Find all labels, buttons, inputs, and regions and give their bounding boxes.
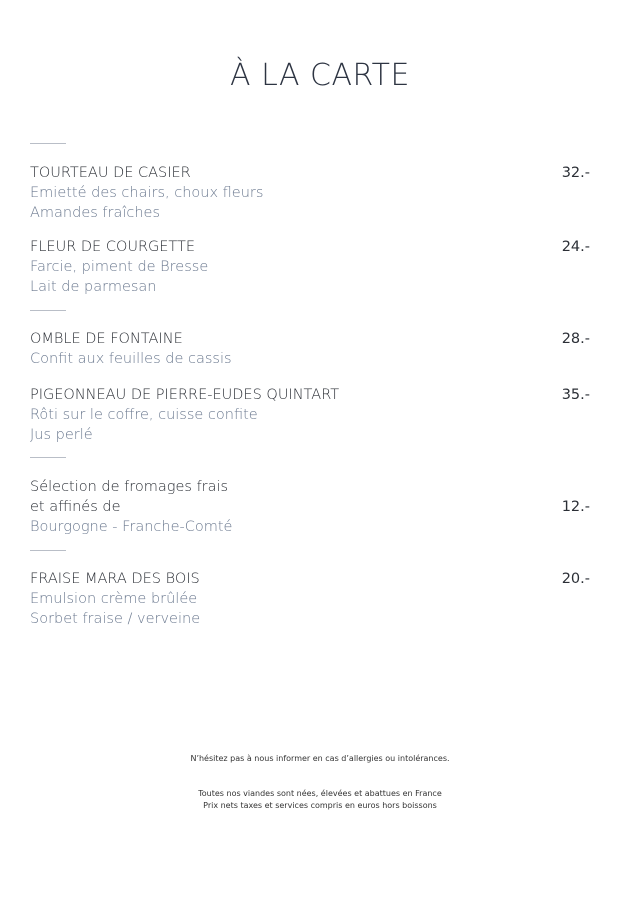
item-desc: Jus perlé (30, 427, 93, 443)
item-price: 24.- (561, 239, 590, 255)
prices-note: Prix nets taxes et services compris en euros hors boissons (203, 801, 437, 810)
item-price: 32.- (561, 165, 590, 181)
menu-item (30, 385, 590, 445)
menu-item (30, 329, 590, 369)
item-name: FLEUR DE COURGETTE (30, 239, 196, 255)
divider (30, 310, 66, 311)
item-desc: Bourgogne - Franche-Comté (30, 519, 233, 535)
divider (30, 143, 66, 144)
item-desc: Confit aux feuilles de cassis (30, 351, 232, 367)
item-name: PIGEONNEAU DE PIERRE-EUDES QUINTART (30, 387, 340, 403)
item-name: OMBLE DE FONTAINE (30, 331, 183, 347)
item-price: 35.- (561, 387, 590, 403)
menu-item (30, 569, 590, 629)
item-desc: Emulsion crème brûlée (30, 591, 198, 607)
menu-item (30, 477, 590, 537)
item-desc: Rôti sur le coffre, cuisse confite (30, 407, 258, 423)
item-price: 20.- (561, 571, 590, 587)
item-price: 12.- (561, 499, 590, 515)
menu-item (30, 237, 590, 297)
item-name: FRAISE MARA DES BOIS (30, 571, 200, 587)
item-name-cont: et affinés de (30, 499, 121, 515)
item-name: TOURTEAU DE CASIER (30, 165, 191, 181)
item-desc: Sorbet fraise / verveine (30, 611, 201, 627)
origin-note: Toutes nos viandes sont nées, élevées et abattues en France (198, 789, 442, 798)
item-name: Sélection de fromages frais (30, 479, 229, 495)
item-desc: Farcie, piment de Bresse (30, 259, 209, 275)
divider (30, 457, 66, 458)
item-desc: Emietté des chairs, choux fleurs (30, 185, 264, 201)
menu-item (30, 163, 590, 223)
item-price: 28.- (561, 331, 590, 347)
page-title: À LA CARTE (230, 58, 410, 93)
allergy-note: N’hésitez pas à nous informer en cas d’allergies ou intolérances. (190, 754, 450, 763)
item-desc: Amandes fraîches (30, 205, 161, 221)
divider (30, 550, 66, 551)
item-desc: Lait de parmesan (30, 279, 157, 295)
